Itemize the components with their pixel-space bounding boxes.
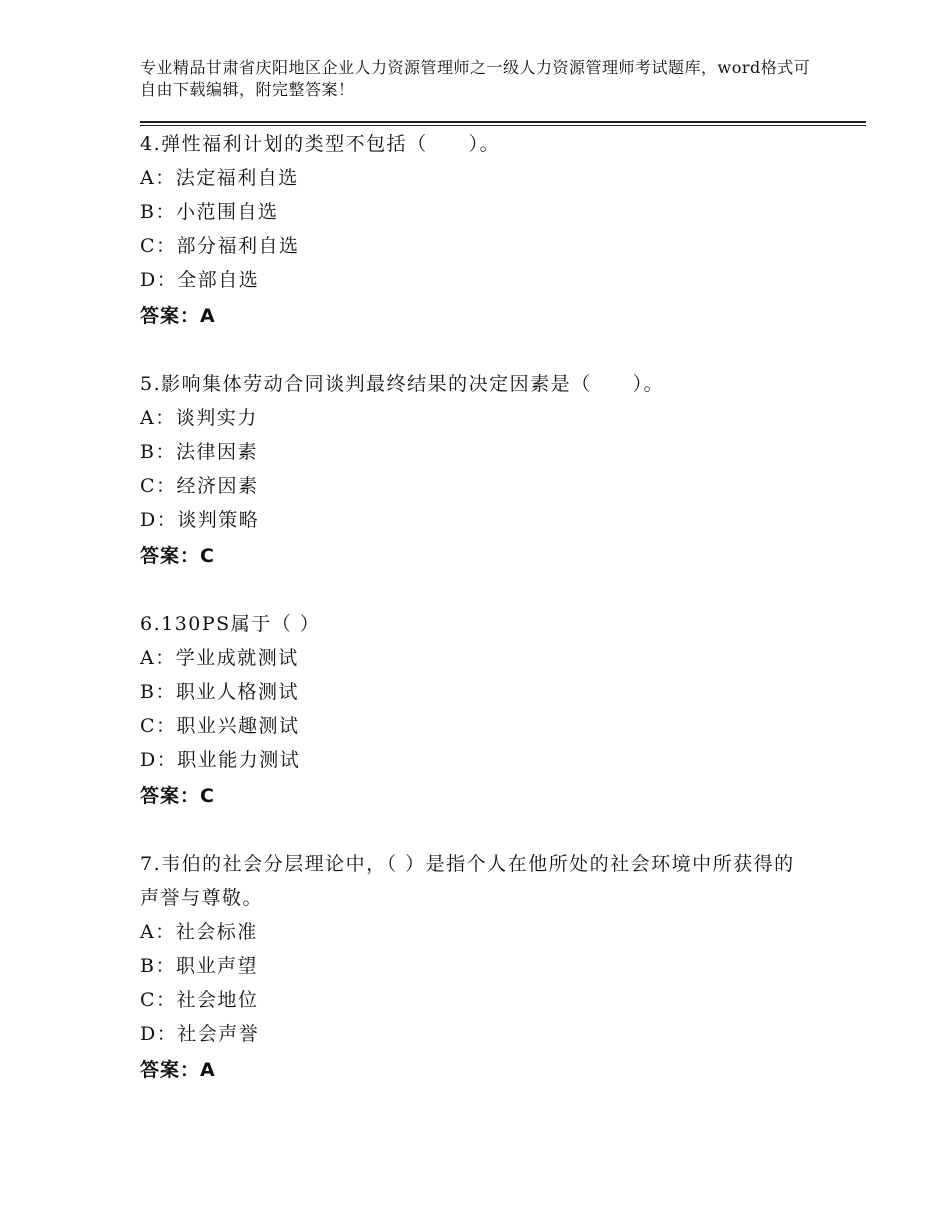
option-d: D：全部自选 [140,269,260,291]
question-4 [140,127,840,335]
document-header [140,57,820,101]
answer-line: 答案：C [140,545,215,567]
option-b: B：职业声望 [140,955,258,977]
option-d: D：社会声誉 [140,1023,260,1045]
question-stem: 4.弹性福利计划的类型不包括（ ）。 [140,133,501,155]
question-stem: 5.影响集体劳动合同谈判最终结果的决定因素是（ ）。 [140,373,665,395]
question-gap [140,815,840,847]
question-gap [140,575,840,607]
option-a: A：谈判实力 [140,407,258,429]
question-5 [140,367,840,575]
question-7 [140,847,840,1089]
question-stem: 6.130PS属于（ ） [140,613,321,635]
option-c: C：职业兴趣测试 [140,715,300,737]
header-rule-thick [140,121,866,123]
option-b: B：职业人格测试 [140,681,299,703]
option-c: C：经济因素 [140,475,259,497]
question-list [140,127,840,1089]
header-rule-thin [140,125,866,126]
question-gap [140,335,840,367]
option-b: B：小范围自选 [140,201,279,223]
option-c: C：部分福利自选 [140,235,300,257]
option-d: D：谈判策略 [140,509,260,531]
question-stem: 7.韦伯的社会分层理论中，（ ）是指个人在他所处的社会环境中所获得的声誉与尊敬。 [140,853,795,909]
option-c: C：社会地位 [140,989,259,1011]
option-a: A：社会标准 [140,921,258,943]
header-text: 专业精品甘肃省庆阳地区企业人力资源管理师之一级人力资源管理师考试题库，word格式可自由下载编辑，附完整答案！ [140,58,811,99]
answer-line: 答案：A [140,305,216,327]
option-a: A：法定福利自选 [140,167,299,189]
option-b: B：法律因素 [140,441,258,463]
option-d: D：职业能力测试 [140,749,301,771]
answer-line: 答案：A [140,1059,216,1081]
option-a: A：学业成就测试 [140,647,299,669]
question-6 [140,607,840,815]
answer-line: 答案：C [140,785,215,807]
